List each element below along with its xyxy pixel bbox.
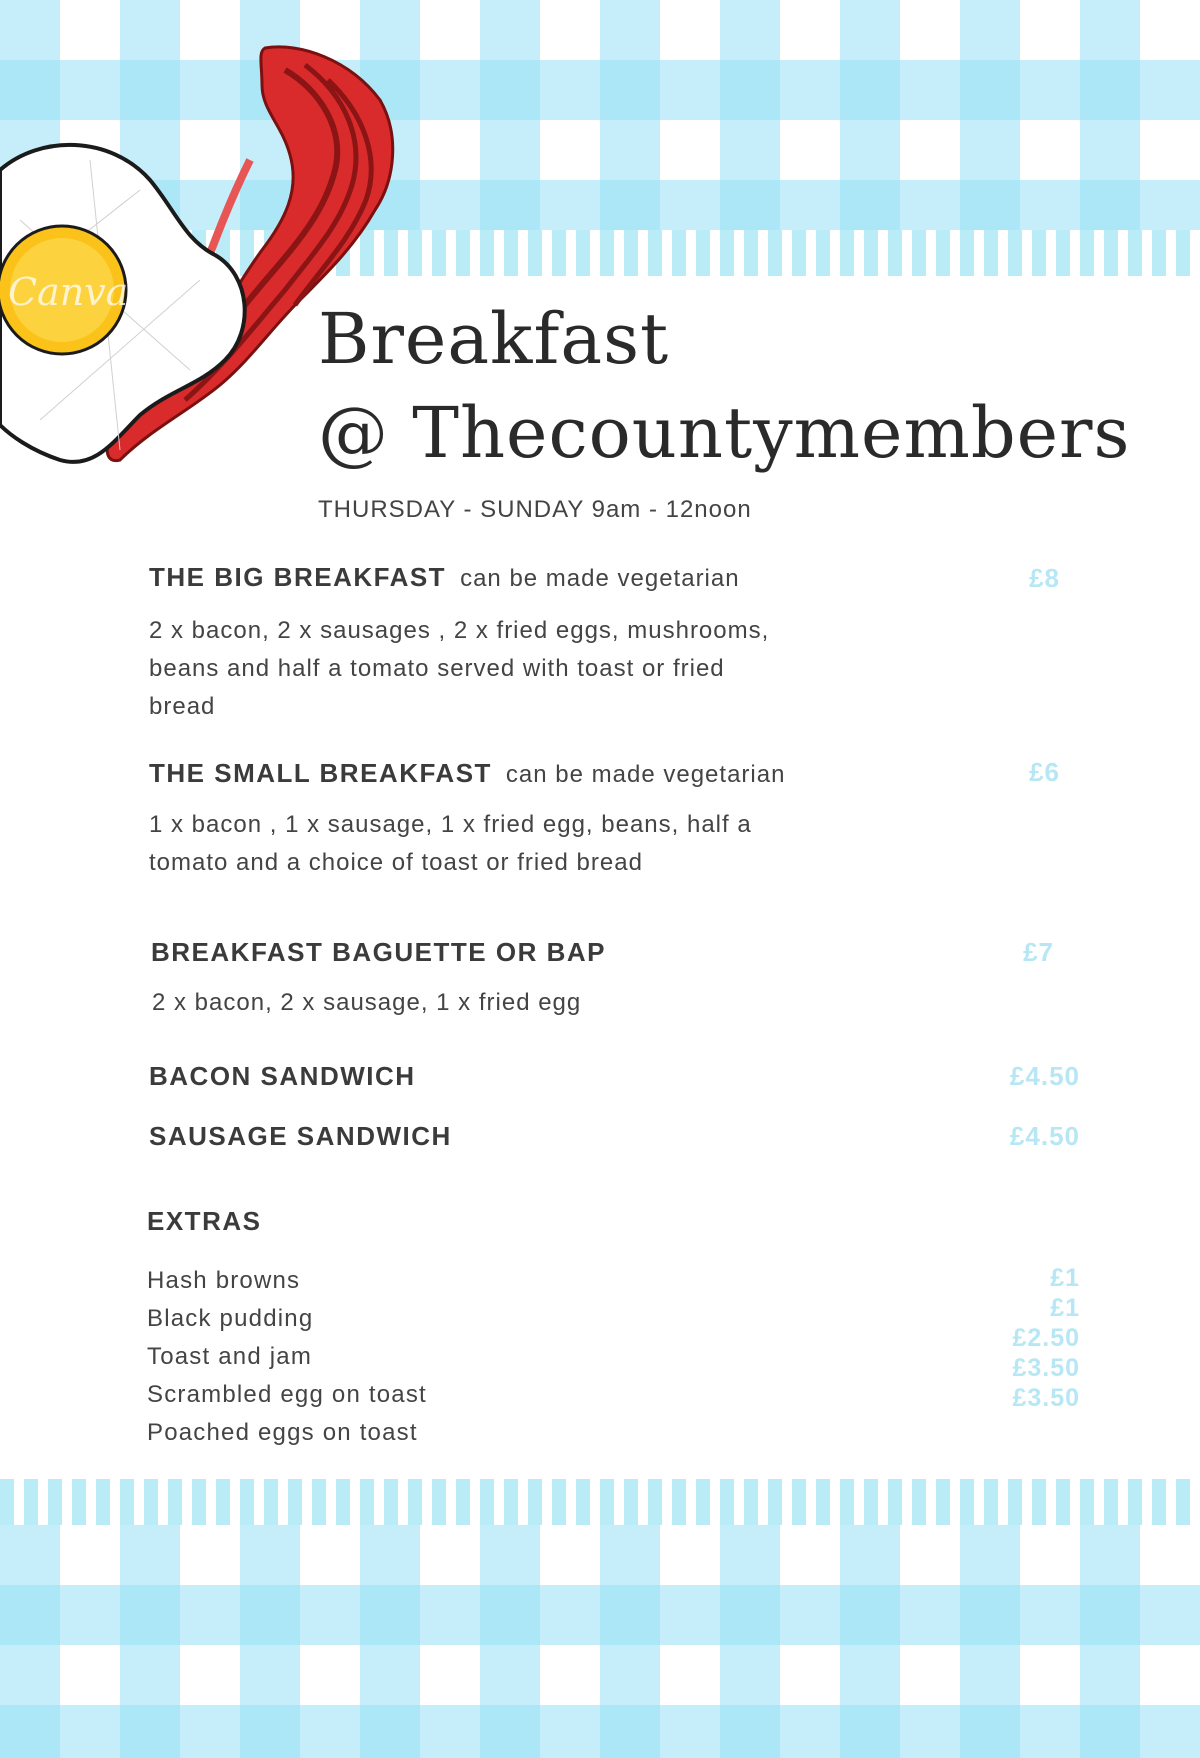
desc-line: 2 x bacon, 2 x sausages , 2 x fried eggs, mushrooms, — [149, 617, 770, 644]
item-price: £4.50 — [1009, 1061, 1080, 1091]
opening-hours: THURSDAY - SUNDAY 9am - 12noon — [318, 496, 752, 523]
extras-price: £2.50 — [1012, 1324, 1080, 1352]
item-name: BREAKFAST BAGUETTE OR BAP — [151, 937, 606, 967]
extras-price: £3.50 — [1012, 1384, 1080, 1412]
item-name: BACON SANDWICH — [149, 1061, 416, 1091]
gingham-bottom-border — [0, 1525, 1200, 1758]
item-note: can be made vegetarian — [460, 565, 740, 592]
extras-item: Hash browns — [147, 1267, 301, 1294]
item-name: SAUSAGE SANDWICH — [149, 1121, 452, 1151]
extras-item: Scrambled egg on toast — [147, 1381, 427, 1408]
extras-prices — [880, 1263, 1080, 1413]
watermark-text: Canva — [8, 270, 129, 314]
item-name: THE SMALL BREAKFAST — [149, 758, 492, 788]
extras-heading-text: EXTRAS — [147, 1206, 262, 1236]
item-description — [149, 612, 769, 726]
item-price: £8 — [1029, 563, 1060, 593]
page-title — [318, 292, 1130, 480]
item-description — [149, 806, 752, 882]
item-price: £6 — [1029, 757, 1060, 787]
item-description — [152, 984, 581, 1022]
title-line-2: @ Thecountymembers — [318, 392, 1131, 474]
menu-item-bacon-sandwich — [149, 1061, 416, 1092]
extras-item: Toast and jam — [147, 1343, 313, 1370]
extras-price: £1 — [1050, 1264, 1080, 1292]
desc-line: bread — [149, 693, 216, 720]
title-line-1: Breakfast — [318, 298, 670, 380]
desc-line: 1 x bacon , 1 x sausage, 1 x fried egg, beans, half a — [149, 811, 752, 838]
menu-item-sausage-sandwich — [149, 1121, 452, 1152]
extras-price: £3.50 — [1012, 1354, 1080, 1382]
menu-item-small-breakfast — [149, 758, 785, 789]
stripe-bottom-border — [0, 1479, 1200, 1525]
extras-item: Poached eggs on toast — [147, 1419, 418, 1446]
desc-line: beans and half a tomato served with toast or fried — [149, 655, 725, 682]
item-price: £7 — [1023, 937, 1054, 967]
menu-item-baguette — [151, 937, 606, 968]
desc-line: 2 x bacon, 2 x sausage, 1 x fried egg — [152, 989, 582, 1016]
item-note: can be made vegetarian — [505, 761, 786, 788]
menu-item-big-breakfast — [149, 562, 740, 593]
desc-line: tomato and a choice of toast or fried bread — [149, 849, 643, 876]
item-price: £4.50 — [1009, 1121, 1080, 1151]
item-name: THE BIG BREAKFAST — [149, 562, 447, 592]
extras-heading — [147, 1206, 261, 1237]
extras-list — [147, 1262, 427, 1452]
extras-price: £1 — [1050, 1294, 1080, 1322]
extras-item: Black pudding — [147, 1305, 314, 1332]
